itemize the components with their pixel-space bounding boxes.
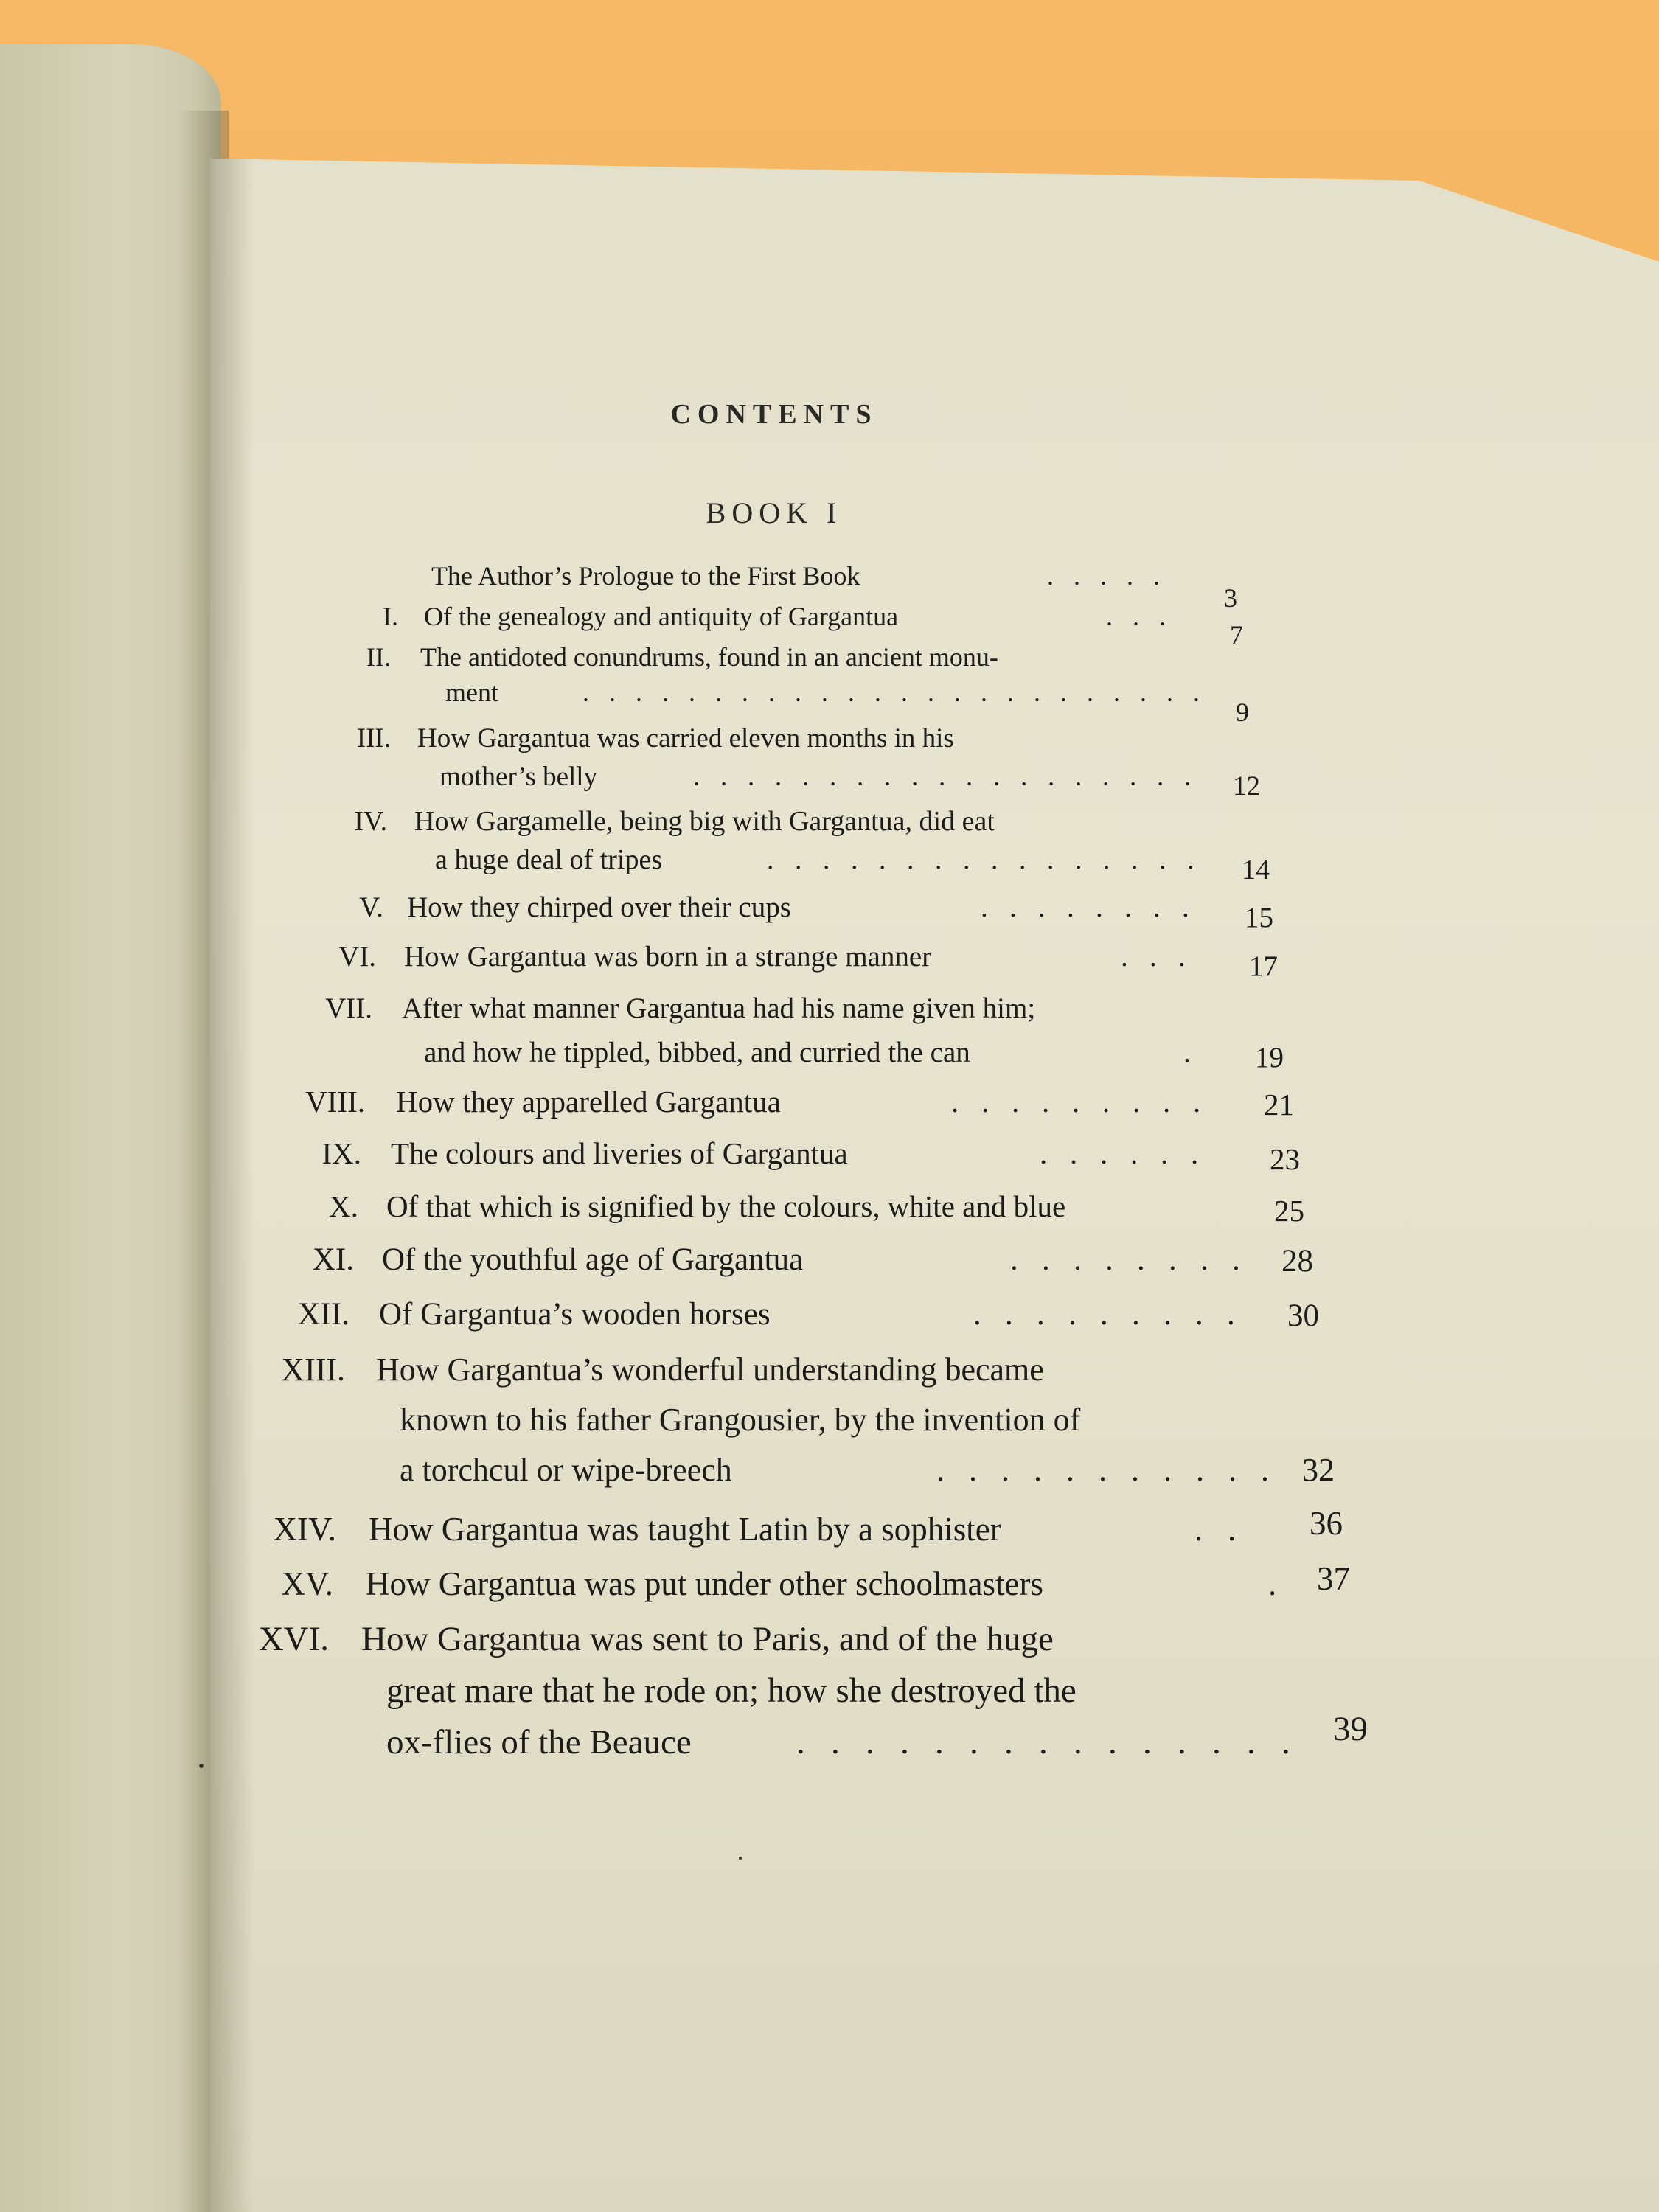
dot-leader: . . . . .: [1047, 561, 1160, 591]
chapter-number: XI.: [312, 1242, 354, 1277]
dot-leader: . . . . . . . .: [1010, 1242, 1240, 1277]
page-number: 36: [1310, 1505, 1343, 1542]
paper-speck: [739, 1857, 742, 1860]
page-number: 9: [1236, 698, 1249, 727]
chapter-title-line: After what manner Gargantua had his name given him;: [402, 992, 1036, 1024]
chapter-title-line: How they chirped over their cups: [407, 891, 791, 923]
chapter-title-line: known to his father Grangousier, by the invention of: [400, 1402, 1081, 1438]
dot-leader: . . . . . .: [1040, 1136, 1199, 1170]
page-number: 3: [1224, 583, 1237, 613]
chapter-number: X.: [329, 1189, 358, 1223]
chapter-title-line: Of the genealogy and antiquity of Gargantua: [424, 602, 899, 631]
page-number: 37: [1317, 1560, 1350, 1597]
chapter-title-line: How Gargantua was put under other schoolmasters: [366, 1565, 1043, 1602]
chapter-number: IX.: [321, 1136, 361, 1170]
chapter-number: VI.: [338, 941, 376, 973]
page-number: 7: [1230, 620, 1243, 650]
chapter-title-line: How Gargamelle, being big with Gargantua, did eat: [414, 806, 995, 837]
chapter-number: IV.: [354, 806, 387, 837]
chapter-number: I.: [383, 602, 398, 631]
page-number: 23: [1270, 1142, 1300, 1176]
dot-leader: . . . . . . . . .: [951, 1085, 1201, 1119]
page-number: 15: [1245, 902, 1273, 933]
chapter-title-line: a torchcul or wipe-breech: [400, 1452, 732, 1488]
page-number: 17: [1249, 950, 1278, 982]
chapter-title-line: How they apparelled Gargantua: [396, 1085, 781, 1119]
page-number: 39: [1333, 1710, 1368, 1748]
chapter-title-line: How Gargantua’s wonderful understanding became: [376, 1352, 1044, 1388]
chapter-title-line: The colours and liveries of Gargantua: [391, 1136, 848, 1170]
chapter-title-line: and how he tippled, bibbed, and curried the can: [424, 1037, 970, 1068]
chapter-title-line: The Author’s Prologue to the First Book: [431, 561, 860, 591]
chapter-title-line: Of Gargantua’s wooden horses: [379, 1297, 771, 1332]
dot-leader: . . . . . . . . . . . . . . . . . . .: [693, 762, 1192, 792]
page-number: 25: [1274, 1194, 1304, 1228]
chapter-title-line: ox-flies of the Beauce: [386, 1723, 692, 1761]
dot-leader: .: [1183, 1037, 1191, 1068]
chapter-number: XII.: [297, 1297, 349, 1332]
chapter-number: III.: [356, 723, 391, 754]
chapter-number: XV.: [281, 1565, 333, 1602]
chapter-title-line: How Gargantua was taught Latin by a sophister: [369, 1511, 1001, 1548]
chapter-title-line: Of that which is signified by the colours, white and blue: [386, 1189, 1066, 1223]
dot-leader: . .: [1194, 1511, 1237, 1548]
page-number: 30: [1287, 1298, 1319, 1333]
chapter-title-line: Of the youthful age of Gargantua: [382, 1242, 804, 1277]
dot-leader: .: [1268, 1565, 1277, 1602]
chapter-title-line: a huge deal of tripes: [435, 844, 663, 875]
dot-leader: . . . . . . . . . . .: [936, 1452, 1269, 1488]
paper-speck: [199, 1764, 204, 1768]
chapter-number: VIII.: [305, 1085, 365, 1119]
dot-leader: . . . . . . . . . . . . . . . . . . . . . . . .: [582, 678, 1200, 707]
chapter-title-line: How Gargantua was born in a strange manner: [404, 941, 932, 973]
dot-leader: . . .: [1121, 941, 1186, 973]
page-number: 19: [1255, 1042, 1284, 1074]
chapter-number: VII.: [325, 992, 372, 1024]
chapter-title-line: mother’s belly: [439, 762, 598, 792]
chapter-title-line: great mare that he rode on; how she destroyed the: [386, 1672, 1077, 1710]
dot-leader: . . . . . . . . .: [973, 1297, 1235, 1332]
chapter-title-line: How Gargantua was sent to Paris, and of the huge: [361, 1620, 1054, 1658]
dot-leader: . . . . . . . . . . . . . . . .: [767, 844, 1194, 875]
chapter-title-line: How Gargantua was carried eleven months in his: [417, 723, 954, 754]
page-number: 32: [1302, 1452, 1335, 1488]
page-number: 21: [1264, 1088, 1294, 1121]
dot-leader: . . . . . . . . . . . . . . .: [796, 1723, 1290, 1761]
dot-leader: . . . . . . . .: [981, 891, 1189, 923]
book-heading: BOOK I: [706, 496, 843, 529]
chapter-number: XVI.: [258, 1620, 329, 1658]
chapter-number: XIII.: [281, 1352, 345, 1388]
chapter-number: V.: [359, 891, 383, 923]
chapter-title-line: ment: [445, 678, 498, 707]
chapter-title-line: The antidoted conundrums, found in an ancient monu-: [420, 642, 998, 672]
page-number: 14: [1242, 855, 1270, 886]
chapter-number: II.: [366, 642, 391, 672]
contents-heading: CONTENTS: [670, 399, 878, 430]
chapter-number: XIV.: [273, 1511, 336, 1548]
dot-leader: . . .: [1106, 602, 1166, 631]
page-number: 28: [1281, 1244, 1313, 1279]
page-number: 12: [1233, 771, 1260, 801]
